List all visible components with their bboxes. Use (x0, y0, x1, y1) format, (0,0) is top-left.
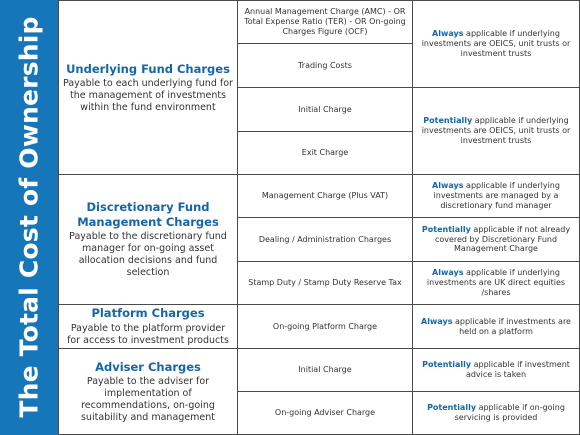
category-title: Underlying Fund Charges (66, 61, 230, 76)
fee-cell: Initial Charge (238, 349, 413, 392)
applicability-text: applicable if underlying investments are UK direct equities /shares (426, 268, 566, 297)
category-title: Platform Charges (91, 306, 205, 321)
category-cell (59, 305, 238, 349)
applicability-keyword: Always (432, 29, 464, 39)
category-description: Payable to the discretionary fund manager for on-going asset allocation decisions and fund selection (69, 231, 227, 278)
applicability-cell (413, 175, 580, 218)
applicability-text: applicable if not already covered by Discretionary Fund Management Charge (434, 224, 571, 254)
applicability-keyword: Potentially (423, 116, 473, 126)
fee-cell: Exit Charge (238, 132, 413, 175)
category-description: Payable to each underlying fund for the management of investments within the fund environment (63, 77, 233, 113)
category-title: Adviser Charges (95, 359, 201, 374)
applicability-cell (413, 305, 580, 349)
applicability-keyword: Always (432, 181, 464, 191)
applicability-cell (413, 88, 580, 175)
applicability-text: applicable if investment advice is taken (465, 360, 570, 379)
fee-cell: Initial Charge (238, 88, 413, 132)
category-cell (59, 175, 238, 305)
applicability-keyword: Potentially (421, 224, 471, 234)
fee-cell: Annual Management Charge (AMC) - OR Total Expense Ratio (TER) - OR On-going Charges Figure (OCF) (238, 1, 413, 44)
fee-cell: Dealing / Administration Charges (238, 218, 413, 262)
fee-cell: On-going Adviser Charge (238, 392, 413, 435)
applicability-keyword: Always (432, 268, 464, 278)
applicability-cell (413, 349, 580, 392)
applicability-text: applicable if investments are held on a platform (452, 316, 571, 336)
applicability-text: applicable if underlying investments are managed by a discretionary fund manager (433, 181, 560, 210)
applicability-text: applicable if underlying investments are OEICS, unit trusts or investment trusts (421, 29, 571, 58)
category-title: Discretionary Fund Management Charges (77, 200, 219, 229)
applicability-cell (413, 1, 580, 88)
fee-cell: Stamp Duty / Stamp Duty Reserve Tax (238, 262, 413, 305)
applicability-keyword: Potentially (422, 360, 472, 370)
applicability-keyword: Always (421, 316, 453, 326)
category-cell (59, 349, 238, 435)
category-cell (59, 1, 238, 175)
applicability-text: applicable if underlying investments are OEICS, unit trusts or investment trusts (421, 116, 571, 145)
applicability-keyword: Potentially (427, 403, 477, 413)
fee-cell: On-going Platform Charge (238, 305, 413, 349)
charges-grid (58, 0, 580, 435)
page-title: The Total Cost of Ownership (14, 16, 44, 418)
applicability-cell (413, 392, 580, 435)
fee-cell: Trading Costs (238, 44, 413, 88)
fee-cell: Management Charge (Plus VAT) (238, 175, 413, 218)
applicability-cell (413, 262, 580, 305)
applicability-text: applicable if on-going servicing is provided (454, 403, 565, 422)
sidebar-banner (0, 0, 58, 435)
category-description: Payable to the adviser for implementation of recommendations, on-going suitability and management (80, 375, 215, 423)
applicability-cell (413, 218, 580, 262)
category-description: Payable to the platform provider for access to investment products (67, 322, 229, 346)
